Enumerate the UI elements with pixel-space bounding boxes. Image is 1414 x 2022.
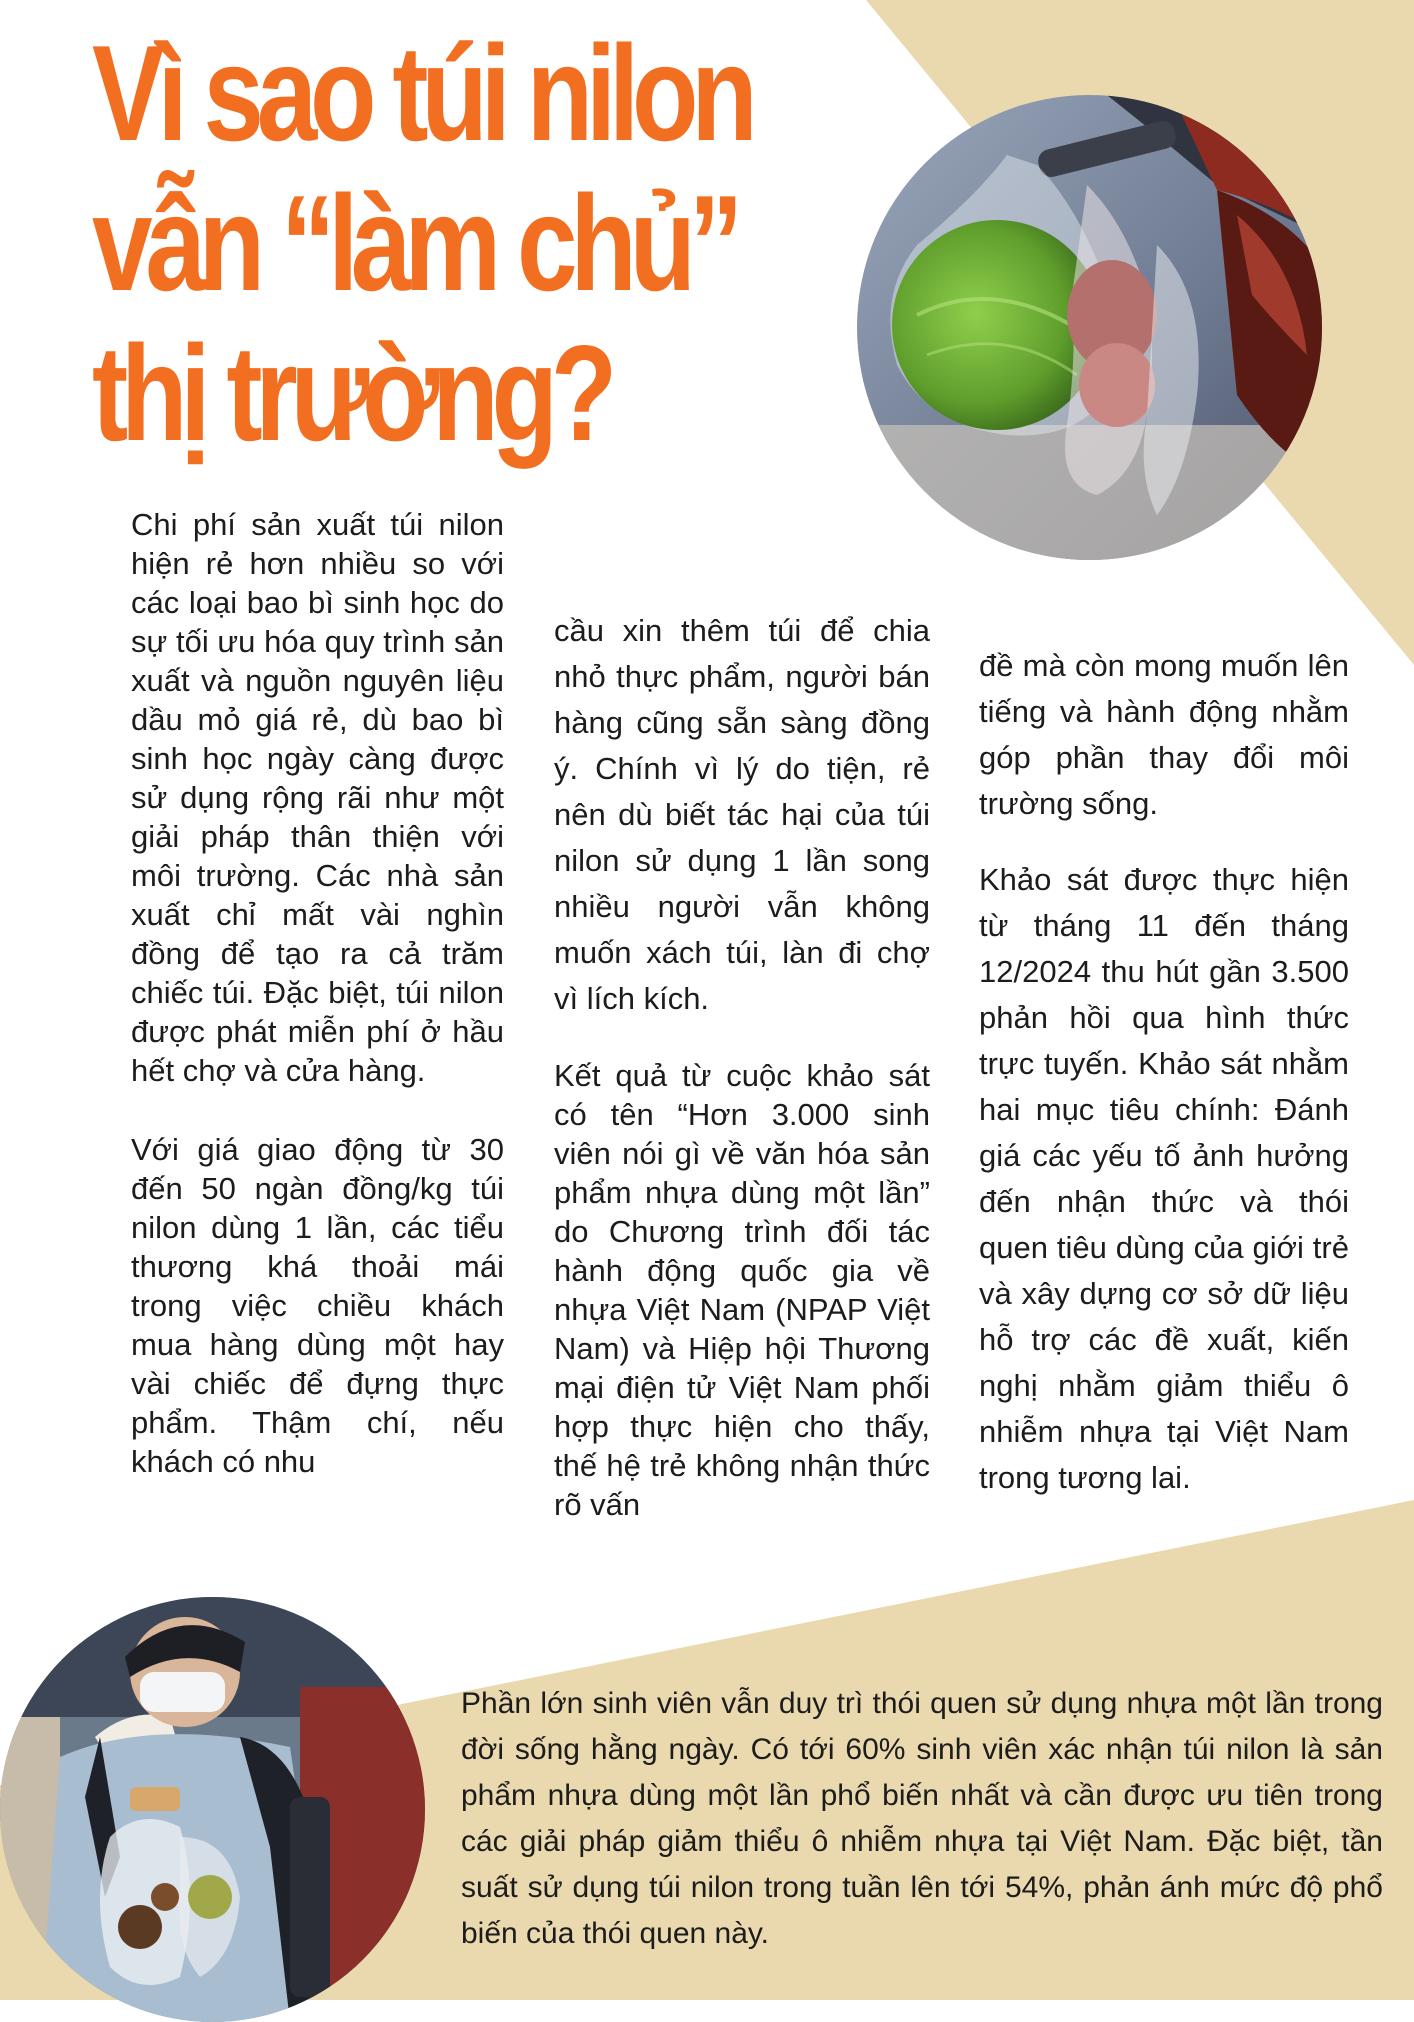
page-title xyxy=(92,17,751,469)
photo-student-with-plastic-bags xyxy=(0,1597,425,2022)
column-2-paragraph-2: Kết quả từ cuộc khảo sát có tên “Hơn 3.000 sinh viên nói gì về văn hóa sản phẩm nhựa dùng một lần” do Chương trình đối tác hành động quốc gia về nhựa Việt Nam (NPAP Việt Nam) và Hiệp hội Thương mại điện tử Việt Nam phối hợp thực hiện cho thấy, thế hệ trẻ không nhận thức rõ vấn xyxy=(554,1058,930,1522)
photo-plastic-bags-motorbike xyxy=(857,95,1322,560)
column-1-paragraph-2: Với giá giao động từ 30 đến 50 ngàn đồng/kg túi nilon dùng 1 lần, các tiểu thương khá thoải mái trong việc chiều khách mua hàng dùng một hay vài chiếc để đựng thực phẩm. Thậm chí, nếu khách có nhu xyxy=(131,1132,504,1479)
title-line-1: Vì sao túi nilon xyxy=(92,17,751,169)
title-line-3: thị trường? xyxy=(92,317,611,469)
column-1-paragraph-1: Chi phí sản xuất túi nilon hiện rẻ hơn nhiều so với các loại bao bì sinh học do sự tối ưu hóa quy trình sản xuất và nguồn nguyên liệu dầu mỏ giá rẻ, dù bao bì sinh học ngày càng được sử dụng rộng rãi như một giải pháp thân thiện với môi trường. Các nhà sản xuất chỉ mất vài nghìn đồng để tạo ra cả trăm chiếc túi. Đặc biệt, túi nilon được phát miễn phí ở hầu hết chợ và cửa hàng. xyxy=(131,507,504,1088)
article-column-2 xyxy=(554,608,930,1524)
bottom-summary-paragraph: Phần lớn sinh viên vẫn duy trì thói quen sử dụng nhựa một lần trong đời sống hằng ngày. Có tới 60% sinh viên xác nhận túi nilon là sản phẩm nhựa dùng một lần phổ biến nhất và cần được ưu tiên trong các giải pháp giảm thiểu ô nhiễm nhựa tại Việt Nam. Đặc biệt, tần suất sử dụng túi nilon trong tuần lên tới 54%, phản ánh mức độ phổ biến của thói quen này. xyxy=(461,1687,1383,1950)
column-2-paragraph-1: cầu xin thêm túi để chia nhỏ thực phẩm, người bán hàng cũng sẵn sàng đồng ý. Chính vì lý do tiện, rẻ nên dù biết tác hại của túi nilon sử dụng 1 lần song nhiều người vẫn không muốn xách túi, làn đi chợ vì lích kích. xyxy=(554,613,930,1016)
article-column-1 xyxy=(131,505,504,1481)
article-column-3 xyxy=(979,643,1349,1501)
column-3-paragraph-2: Khảo sát được thực hiện từ tháng 11 đến tháng 12/2024 thu hút gần 3.500 phản hồi qua hình thức trực tuyến. Khảo sát nhằm hai mục tiêu chính: Đánh giá các yếu tố ảnh hưởng đến nhận thức và thói quen tiêu dùng của giới trẻ và xây dựng cơ sở dữ liệu hỗ trợ các đề xuất, kiến nghị nhằm giảm thiểu ô nhiễm nhựa tại Việt Nam trong tương lai. xyxy=(979,862,1349,1495)
title-line-2: vẫn “làm chủ” xyxy=(92,167,737,319)
column-3-paragraph-1: đề mà còn mong muốn lên tiếng và hành động nhằm góp phần thay đổi môi trường sống. xyxy=(979,648,1349,821)
